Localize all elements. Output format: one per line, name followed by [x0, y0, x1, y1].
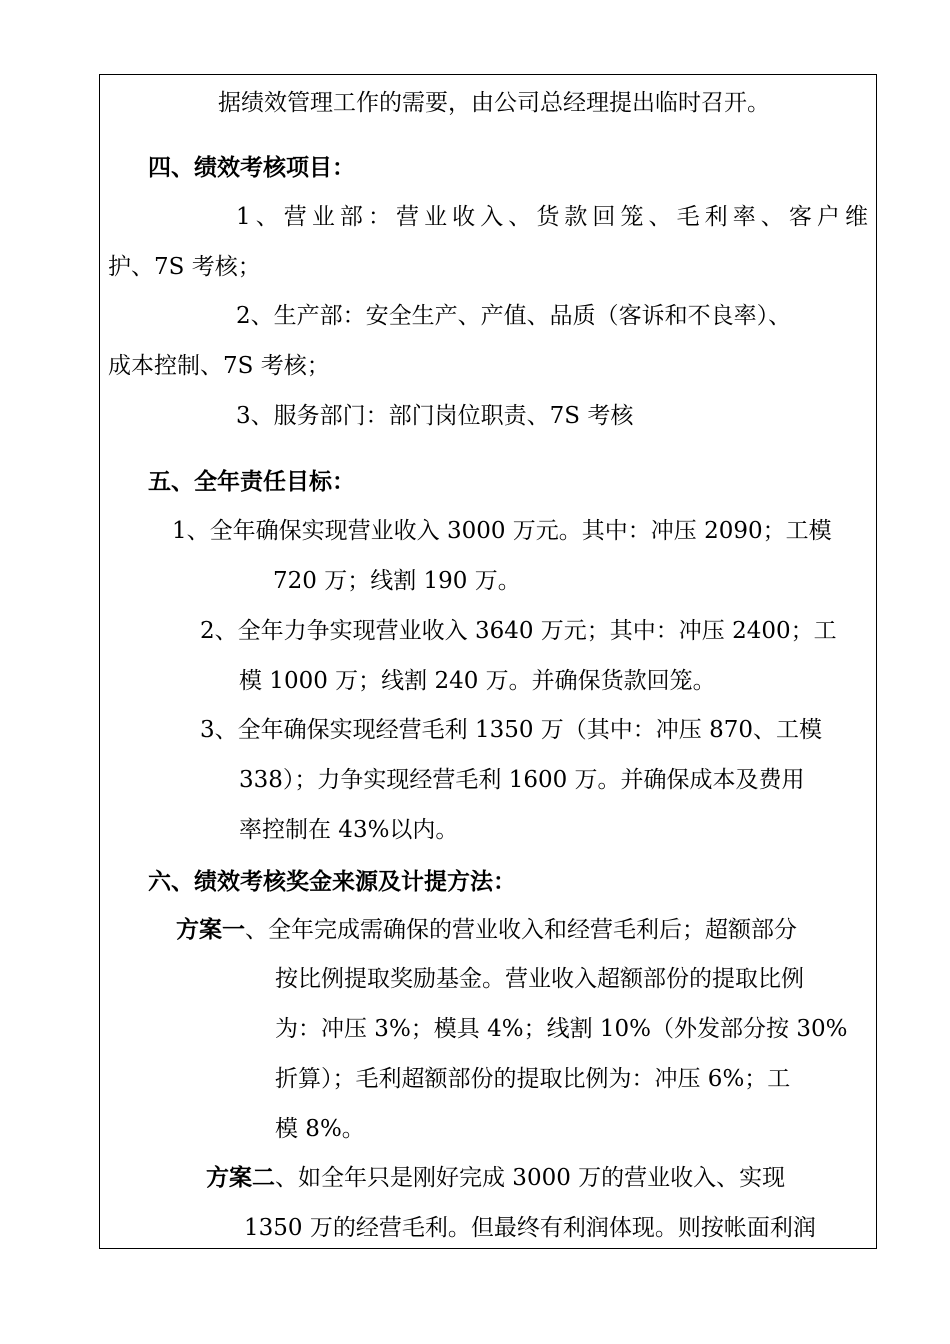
text-line: 据绩效管理工作的需要，由公司总经理提出临时召开。 [218, 90, 770, 116]
text-line: 护、7S 考核； [108, 254, 261, 280]
text-line: 720 万；线割 190 万。 [273, 568, 521, 594]
text-line: 3、服务部门：部门岗位职责、7S 考核 [236, 403, 634, 429]
section-heading-6: 六、绩效考核奖金来源及计提方法： [148, 868, 516, 895]
plan-2-text: 、如全年只是刚好完成 3000 万的营业收入、实现 [275, 1165, 786, 1191]
plan-1-label: 方案一 [176, 916, 245, 943]
text-line: 按比例提取奖励基金。营业收入超额部份的提取比例 [275, 966, 804, 992]
text-line: 成本控制、7S 考核； [108, 353, 330, 379]
text-line: 1、营业部：营业收入、货款回笼、毛利率、客户维 [236, 204, 868, 230]
section-heading-5: 五、全年责任目标： [148, 468, 355, 495]
text-line: 率控制在 43%以内。 [239, 817, 459, 843]
text-line: 为：冲压 3%；模具 4%；线割 10%（外发部分按 30% [275, 1016, 848, 1042]
text-line: 3、全年确保实现经营毛利 1350 万（其中：冲压 870、工模 [200, 717, 822, 743]
plan-1-line [176, 917, 797, 943]
text-line: 2、生产部：安全生产、产值、品质（客诉和不良率）、 [236, 303, 792, 329]
text-line: 模 8%。 [275, 1116, 365, 1142]
text-line: 2、全年力争实现营业收入 3640 万元；其中：冲压 2400；工 [200, 618, 837, 644]
text-line: 模 1000 万；线割 240 万。并确保货款回笼。 [239, 668, 716, 694]
plan-2-label: 方案二 [206, 1164, 275, 1191]
text-line: 折算）；毛利超额部份的提取比例为：冲压 6%；工 [275, 1066, 791, 1092]
plan-1-text: 、全年完成需确保的营业收入和经营毛利后；超额部分 [245, 917, 797, 943]
text-line: 1、全年确保实现营业收入 3000 万元。其中：冲压 2090；工模 [172, 518, 832, 544]
text-line: 1350 万的经营毛利。但最终有利润体现。则按帐面利润 [244, 1215, 816, 1241]
section-heading-4: 四、绩效考核项目： [148, 154, 355, 181]
text-line: 338）；力争实现经营毛利 1600 万。并确保成本及费用 [239, 767, 805, 793]
plan-2-line [206, 1165, 785, 1191]
